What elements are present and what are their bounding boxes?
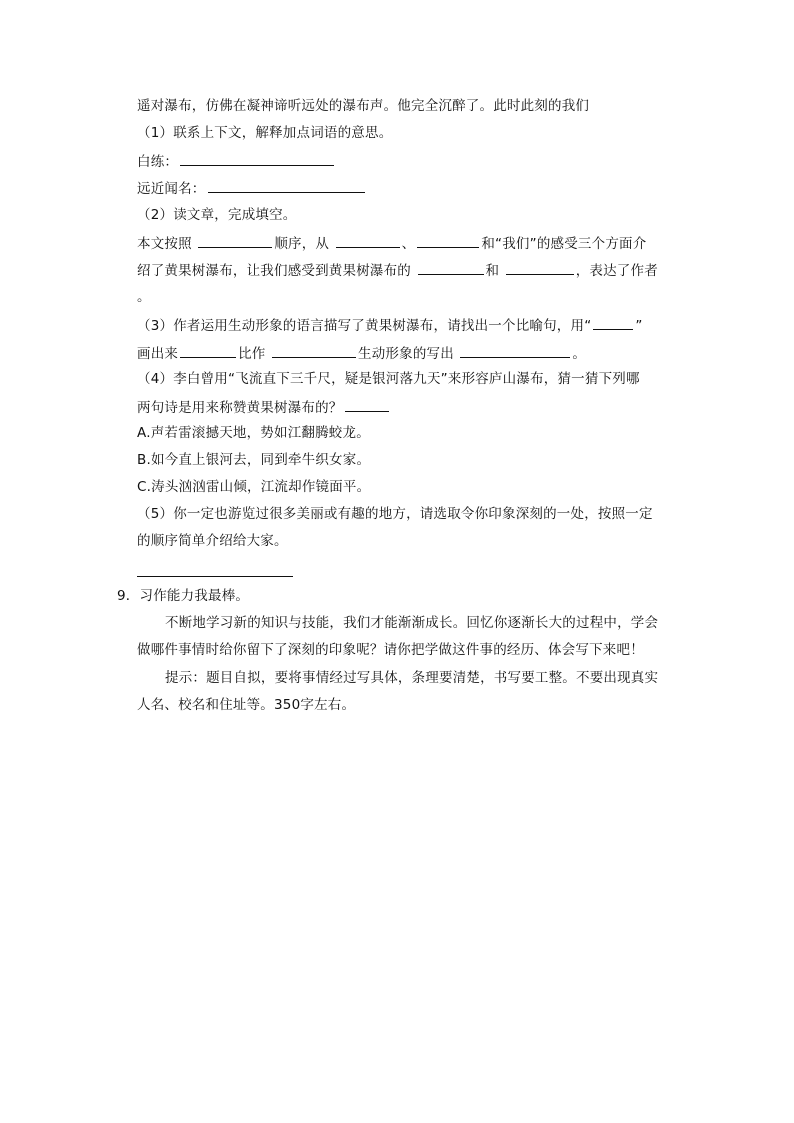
q3-line2-text-c: 生动形象的写出 — [358, 346, 454, 362]
q2-feeling1-blank[interactable] — [418, 260, 484, 275]
q3-line2-text-b: 比作 — [238, 346, 266, 362]
q4-option-a — [137, 424, 370, 442]
q2-line1-text-c: 、 — [401, 236, 416, 252]
passage-tail-text: 遥对瀑布，仿佛在凝神谛听远处的瀑布声。他完全沉醉了。此时此刻的我们 — [137, 98, 590, 114]
q9-para1-line1-text: 不断地学习新的知识与技能，我们才能渐渐成长。回忆你逐渐长大的过程中，学会 — [165, 615, 659, 631]
q2-prompt-text: （2）读文章，完成填空。 — [137, 207, 297, 223]
q9-heading-text: 9．习作能力我最棒。 — [117, 588, 250, 604]
q1-item1-label: 白练： — [137, 154, 179, 170]
q2-line3 — [137, 288, 151, 306]
q9-tip-line2 — [137, 696, 355, 714]
q9-tip-line1-text: 提示：题目自拟，要将事情经过写具体，条理要清楚，书写要工整。不要出现真实 — [165, 670, 659, 686]
q3-mark-blank[interactable] — [593, 315, 633, 330]
q9-tip-line2-text: 人名、校名和住址等。350字左右。 — [137, 697, 356, 713]
q2-order-blank[interactable] — [198, 233, 272, 248]
q2-aspect1-blank[interactable] — [336, 233, 400, 248]
q2-line3-text: 。 — [137, 289, 151, 305]
q3-line2 — [137, 343, 586, 363]
q4-option-c — [137, 478, 370, 496]
q2-line1-text-b: 顺序，从 — [274, 236, 330, 252]
q2-line1 — [137, 233, 646, 253]
q4-line1 — [137, 370, 640, 388]
q2-line2-text-a: 绍了黄果树瀑布，让我们感受到黄果树瀑布的 — [137, 263, 411, 279]
q2-aspect2-blank[interactable] — [417, 233, 479, 248]
q2-line2-text-b: 和 — [485, 263, 500, 279]
q1-item2-label: 远近闻名： — [137, 181, 206, 197]
q5-line2-text: 的顺序简单介绍给大家。 — [137, 533, 288, 549]
q1-item1-blank[interactable] — [180, 151, 334, 166]
q2-feeling2-blank[interactable] — [506, 260, 574, 275]
q5-line2 — [137, 532, 288, 550]
q4-line2-text: 两句诗是用来称赞黄果树瀑布的？ — [137, 400, 343, 416]
q9-para1-line2-text: 做哪件事情时给你留下了深刻的印象呢？请你把学做这件事的经历、体会写下来吧！ — [137, 642, 644, 658]
q1-prompt-text: （1）联系上下文，解释加点词语的意思。 — [137, 125, 393, 141]
q4-option-b-text: B.如今直上银河去，同到牵牛织女家。 — [137, 452, 371, 468]
q1-prompt — [137, 124, 392, 142]
q4-line2 — [137, 397, 391, 417]
q3-line1-text-b: ” — [635, 318, 643, 334]
q3-effect-blank[interactable] — [460, 343, 570, 358]
q1-item1 — [137, 151, 336, 171]
passage-tail — [137, 97, 589, 115]
q2-prompt — [137, 206, 297, 224]
q9-para1-line1 — [165, 614, 658, 632]
q4-line1-text: （4）李白曾用“飞流直下三千尺，疑是银河落九天”来形容庐山瀑布，猜一猜下列哪 — [137, 371, 640, 387]
q4-option-c-text: C.涛头汹汹雷山倾，江流却作镜面平。 — [137, 479, 371, 495]
q2-line2-text-c: ，表达了作者 — [575, 263, 658, 279]
q4-option-a-text: A.声若雷滚撼天地，势如江翻腾蛟龙。 — [137, 425, 370, 441]
q2-line1-text-d: 和“我们”的感受三个方面介 — [481, 236, 647, 252]
q3-line2-text-a: 画出来 — [137, 346, 179, 362]
q1-item2-blank[interactable] — [208, 178, 365, 193]
q5-answer-line[interactable] — [137, 576, 293, 577]
q3-line1-text-a: （3）作者运用生动形象的语言描写了黄果树瀑布，请找出一个比喻句，用“ — [137, 318, 592, 334]
q9-heading — [117, 587, 249, 605]
q5-line1 — [137, 505, 653, 523]
q1-item2 — [137, 178, 367, 198]
q4-answer-blank[interactable] — [345, 397, 389, 412]
q9-para1-line2 — [137, 641, 644, 659]
q3-line1 — [137, 315, 643, 335]
q2-line1-text-a: 本文按照 — [137, 236, 192, 252]
q4-option-b — [137, 451, 370, 469]
q3-line2-text-d: 。 — [572, 346, 587, 362]
q9-tip-line1 — [165, 669, 658, 687]
q3-subject-blank[interactable] — [180, 343, 236, 358]
q3-object-blank[interactable] — [272, 343, 356, 358]
q5-line1-text: （5）你一定也游览过很多美丽或有趣的地方，请选取令你印象深刻的一处，按照一定 — [137, 506, 653, 522]
q2-line2 — [137, 260, 658, 280]
